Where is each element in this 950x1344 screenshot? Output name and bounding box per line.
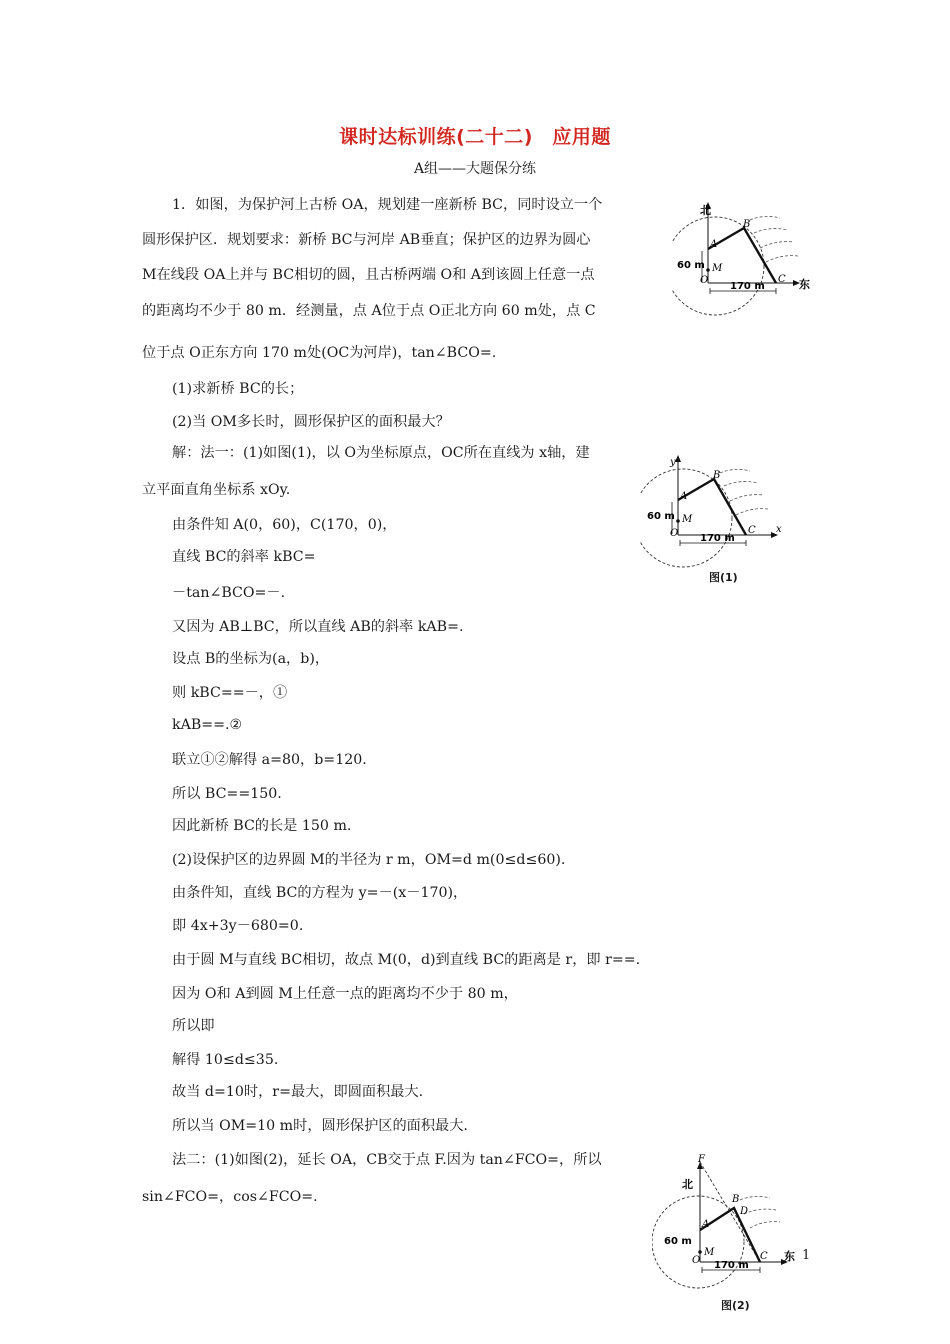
- text-line: kAB==.②: [172, 717, 243, 733]
- text-line: 即 4x+3y－680=0.: [172, 918, 304, 934]
- text-line: 解得 10≤d≤35.: [172, 1052, 279, 1068]
- point-label: M: [682, 514, 693, 525]
- text-line: 所以当 OM=10 m时，圆形保护区的面积最大.: [172, 1118, 468, 1134]
- figure-caption: 图(1): [709, 571, 738, 584]
- point-label: C: [778, 274, 786, 285]
- text-line: 解：法一：(1)如图(1)，以 O为坐标原点，OC所在直线为 x轴，建: [172, 445, 590, 461]
- text-line: 由条件知，直线 BC的方程为 y=－(x－170)，: [172, 885, 468, 901]
- text-line: (2)设保护区的边界圆 M的半径为 r m，OM=d m(0≤d≤60).: [172, 852, 566, 868]
- length-label: 170 m: [714, 1260, 749, 1271]
- length-label: 170 m: [700, 533, 735, 544]
- text-line: 的距离均不少于 80 m．经测量，点 A位于点 O正北方向 60 m处，点 C: [142, 303, 596, 319]
- length-label: 60 m: [677, 260, 705, 271]
- point-label: O: [670, 528, 679, 539]
- problem-figure: [672, 198, 822, 323]
- east-label: 东: [799, 278, 810, 291]
- text-line: 则 kBC==－，①: [172, 685, 288, 701]
- text-line: 因为 O和 A到圆 M上任意一点的距离均不少于 80 m，: [172, 986, 518, 1002]
- point-label: O: [700, 275, 709, 286]
- text-line: 由于圆 M与直线 BC相切，故点 M(0，d)到直线 BC的距离是 r，即 r==.: [172, 952, 641, 968]
- page-title: 课时达标训练(二十二) 应用题: [339, 126, 611, 148]
- north-label: 北: [682, 1178, 693, 1191]
- north-label: 北: [700, 204, 711, 217]
- text-line: (2)当 OM多长时，圆形保护区的面积最大？: [172, 414, 450, 430]
- point-label: D: [740, 1206, 749, 1217]
- length-label: 60 m: [647, 511, 675, 522]
- text-line: 由条件知 A(0，60)，C(170，0)，: [172, 517, 397, 533]
- text-line: －tan∠BCO=－.: [172, 585, 286, 601]
- point-label: C: [760, 1251, 768, 1262]
- axis-label: x: [776, 524, 782, 535]
- point-label: M: [704, 1247, 715, 1258]
- point-label: B: [732, 1194, 740, 1205]
- figure-2: [652, 1152, 812, 1292]
- point-label: A: [702, 1219, 710, 1230]
- page-number: 1: [802, 1248, 811, 1263]
- point-label: B: [713, 470, 721, 481]
- text-line: M在线段 OA上并与 BC相切的圆，且古桥两端 O和 A到该圆上任意一点: [142, 267, 595, 283]
- text-line: 联立①②解得 a=80，b=120.: [172, 752, 367, 768]
- text-line: 又因为 AB⊥BC，所以直线 AB的斜率 kAB=.: [172, 619, 464, 635]
- east-label: 东: [784, 1250, 795, 1263]
- text-line: 立平面直角坐标系 xOy.: [142, 482, 291, 498]
- text-line: 位于点 O正东方向 170 m处(OC为河岸)，tan∠BCO=.: [142, 345, 497, 361]
- text-line: sin∠FCO=，cos∠FCO=.: [142, 1189, 318, 1205]
- text-line: 法二：(1)如图(2)，延长 OA，CB交于点 F.因为 tan∠FCO=，所以: [172, 1152, 602, 1168]
- text-line: 所以即: [172, 1018, 215, 1034]
- text-line: 圆形保护区．规划要求：新桥 BC与河岸 AB垂直；保护区的边界为圆心: [142, 232, 591, 248]
- text-line: (1)求新桥 BC的长；: [172, 381, 304, 397]
- point-label: O: [692, 1255, 701, 1266]
- length-label: 170 m: [730, 281, 765, 292]
- figure-1: [640, 453, 790, 578]
- text-line: 故当 d=10时，r=最大，即圆面积最大.: [172, 1084, 424, 1100]
- point-label: A: [710, 239, 718, 250]
- section-subtitle: A组——大题保分练: [413, 161, 537, 177]
- point-label: M: [712, 263, 723, 274]
- length-label: 60 m: [664, 1236, 692, 1247]
- text-line: 设点 B的坐标为(a，b)，: [172, 651, 330, 667]
- text-line: 1．如图，为保护河上古桥 OA，规划建一座新桥 BC，同时设立一个: [172, 197, 603, 213]
- point-label: F: [698, 1154, 705, 1165]
- axis-label: y: [670, 457, 676, 468]
- text-line: 所以 BC==150.: [172, 786, 282, 802]
- point-label: C: [748, 525, 756, 536]
- text-line: 因此新桥 BC的长是 150 m.: [172, 818, 352, 834]
- point-label: B: [743, 219, 751, 230]
- text-line: 直线 BC的斜率 kBC=: [172, 549, 316, 565]
- figure-caption: 图(2): [721, 1299, 750, 1312]
- point-label: A: [680, 491, 688, 502]
